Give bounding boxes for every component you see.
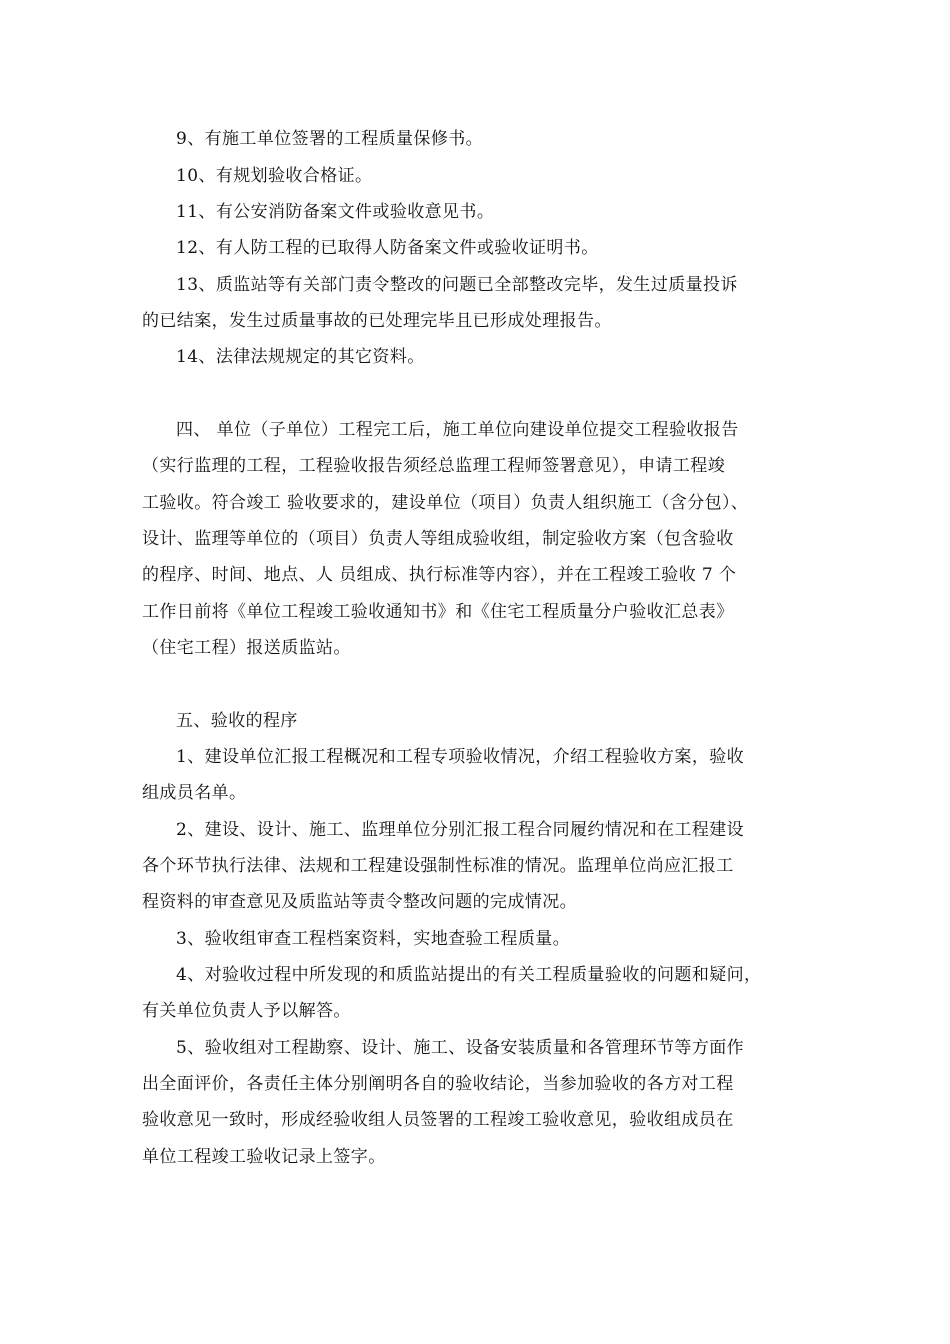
procedure-step-5-continued: 验收意见一致时，形成经验收组人员签署的工程竣工验收意见，验收组成员在	[142, 1110, 734, 1130]
section-four-paragraph-line: 四、 单位（子单位）工程完工后，施工单位向建设单位提交工程验收报告	[176, 420, 739, 440]
section-four-paragraph-line: 工验收。符合竣工 验收要求的，建设单位（项目）负责人组织施工（含分包）、	[142, 493, 749, 513]
procedure-step-5-continued: 出全面评价，各责任主体分别阐明各自的验收结论，当参加验收的各方对工程	[142, 1074, 734, 1094]
procedure-step-5: 5、验收组对工程勘察、设计、施工、设备安装质量和各管理环节等方面作	[176, 1038, 745, 1058]
list-item-9: 9、有施工单位签署的工程质量保修书。	[176, 129, 484, 149]
procedure-step-4-continued: 有关单位负责人予以解答。	[142, 1001, 351, 1021]
section-four-paragraph-line: 的程序、时间、地点、人 员组成、执行标准等内容），并在工程竣工验收 7 个	[142, 565, 737, 585]
list-item-13: 13、质监站等有关部门责令整改的问题已全部整改完毕，发生过质量投诉	[176, 275, 738, 295]
list-item-11: 11、有公安消防备案文件或验收意见书。	[176, 202, 495, 222]
list-item-14: 14、法律法规规定的其它资料。	[176, 347, 425, 367]
procedure-step-5-continued: 单位工程竣工验收记录上签字。	[142, 1147, 386, 1167]
procedure-step-2-continued: 各个环节执行法律、法规和工程建设强制性标准的情况。监理单位尚应汇报工	[142, 856, 734, 876]
list-item-13-continued: 的已结案，发生过质量事故的已处理完毕且已形成处理报告。	[142, 311, 612, 331]
procedure-step-1: 1、建设单位汇报工程概况和工程专项验收情况，介绍工程验收方案，验收	[176, 747, 745, 767]
section-five-heading: 五、验收的程序	[176, 711, 298, 731]
procedure-step-2: 2、建设、设计、施工、监理单位分别汇报工程合同履约情况和在工程建设	[176, 820, 745, 840]
section-four-paragraph-line: 设计、监理等单位的（项目）负责人等组成验收组，制定验收方案（包含验收	[142, 529, 734, 549]
section-four-paragraph-line: 工作日前将《单位工程竣工验收通知书》和《住宅工程质量分户验收汇总表》	[142, 602, 734, 622]
list-item-10: 10、有规划验收合格证。	[176, 166, 373, 186]
procedure-step-3: 3、验收组审查工程档案资料，实地查验工程质量。	[176, 929, 571, 949]
procedure-step-4: 4、对验收过程中所发现的和质监站提出的有关工程质量验收的问题和疑问，	[176, 965, 762, 985]
list-item-12: 12、有人防工程的已取得人防备案文件或验收证明书。	[176, 238, 599, 258]
section-four-paragraph-line: （住宅工程）报送质监站。	[142, 638, 351, 658]
procedure-step-1-continued: 组成员名单。	[142, 783, 247, 803]
section-four-paragraph-line: （实行监理的工程，工程验收报告须经总监理工程师签署意见），申请工程竣	[142, 456, 726, 476]
procedure-step-2-continued: 程资料的审查意见及质监站等责令整改问题的完成情况。	[142, 892, 577, 912]
